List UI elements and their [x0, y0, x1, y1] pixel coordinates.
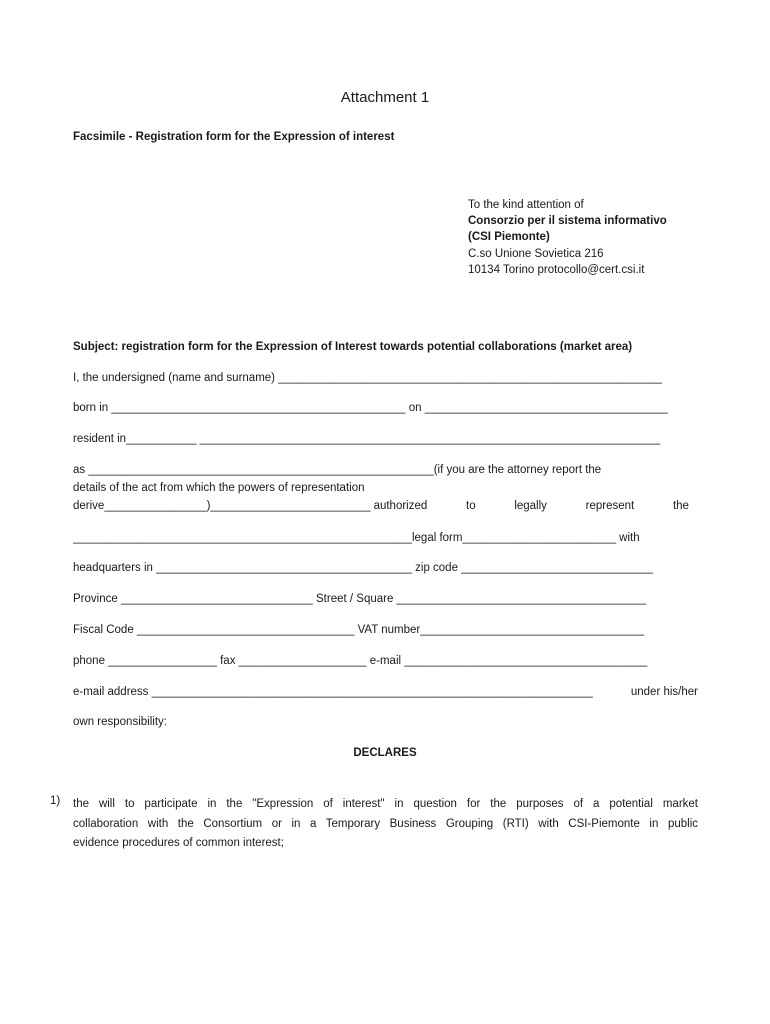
subject-line: Subject: registration form for the Expression of Interest towards potential collaborations (market area)	[73, 341, 633, 353]
field-derive[interactable]	[73, 500, 689, 512]
field-headquarters[interactable]: headquarters in ________________________________________ zip code ______________________________	[73, 562, 654, 574]
derive-part-e: the	[672, 500, 689, 512]
derive-part-a: derive________________)_________________________ authorized	[73, 500, 428, 512]
field-resident[interactable]: resident in___________ ________________________________________________________________________	[73, 433, 661, 445]
derive-part-d: represent	[585, 500, 635, 512]
email-address-blank: e-mail address _____________________________________________________________________	[73, 686, 593, 698]
derive-part-b: to	[466, 500, 476, 512]
document-subtitle: Facsimile - Registration form for the Expression of interest	[73, 131, 395, 143]
address-line-city: 10134 Torino protocollo@cert.csi.it	[468, 263, 645, 276]
address-line-organization: Consorzio per il sistema informativo	[468, 215, 667, 228]
field-legal-form[interactable]: _____________________________________________________legal form________________________ with	[73, 532, 640, 544]
field-as[interactable]: as ______________________________________________________(if you are the attorney report the	[73, 464, 602, 476]
address-line-org-short: (CSI Piemonte)	[468, 231, 550, 244]
address-line-attention: To the kind attention of	[468, 199, 584, 211]
item-1-line-2: collaboration with the Consortium or in a Temporary Business Grouping (RTI) with CSI-Piemonte in public	[73, 817, 698, 830]
field-undersigned[interactable]: I, the undersigned (name and surname) ____________________________________________________________	[73, 372, 662, 384]
declaration-item-1	[73, 795, 698, 854]
field-born[interactable]: born in ______________________________________________ on ______________________________________	[73, 402, 668, 414]
email-address-suffix: under his/her	[630, 686, 698, 698]
field-fiscal-code[interactable]: Fiscal Code __________________________________ VAT number___________________________________	[73, 624, 645, 636]
field-email-address[interactable]	[73, 686, 698, 698]
derive-part-c: legally	[514, 500, 547, 512]
address-line-street: C.so Unione Sovietica 216	[468, 247, 604, 260]
item-1-line-1: the will to participate in the "Expression of interest" in question for the purposes of a potential market	[73, 798, 698, 810]
responsibility-text: own responsibility:	[73, 716, 167, 728]
field-details: details of the act from which the powers of representation	[73, 482, 365, 494]
item-1-line-3: evidence procedures of common interest;	[73, 837, 284, 849]
item-number: 1)	[50, 795, 61, 807]
field-province[interactable]: Province ______________________________ Street / Square _______________________________________	[73, 593, 646, 605]
document-title: Attachment 1	[340, 89, 430, 106]
recipient-address	[468, 197, 667, 278]
field-phone[interactable]: phone _________________ fax ____________________ e-mail ______________________________________	[73, 655, 648, 667]
declares-heading: DECLARES	[353, 747, 417, 759]
